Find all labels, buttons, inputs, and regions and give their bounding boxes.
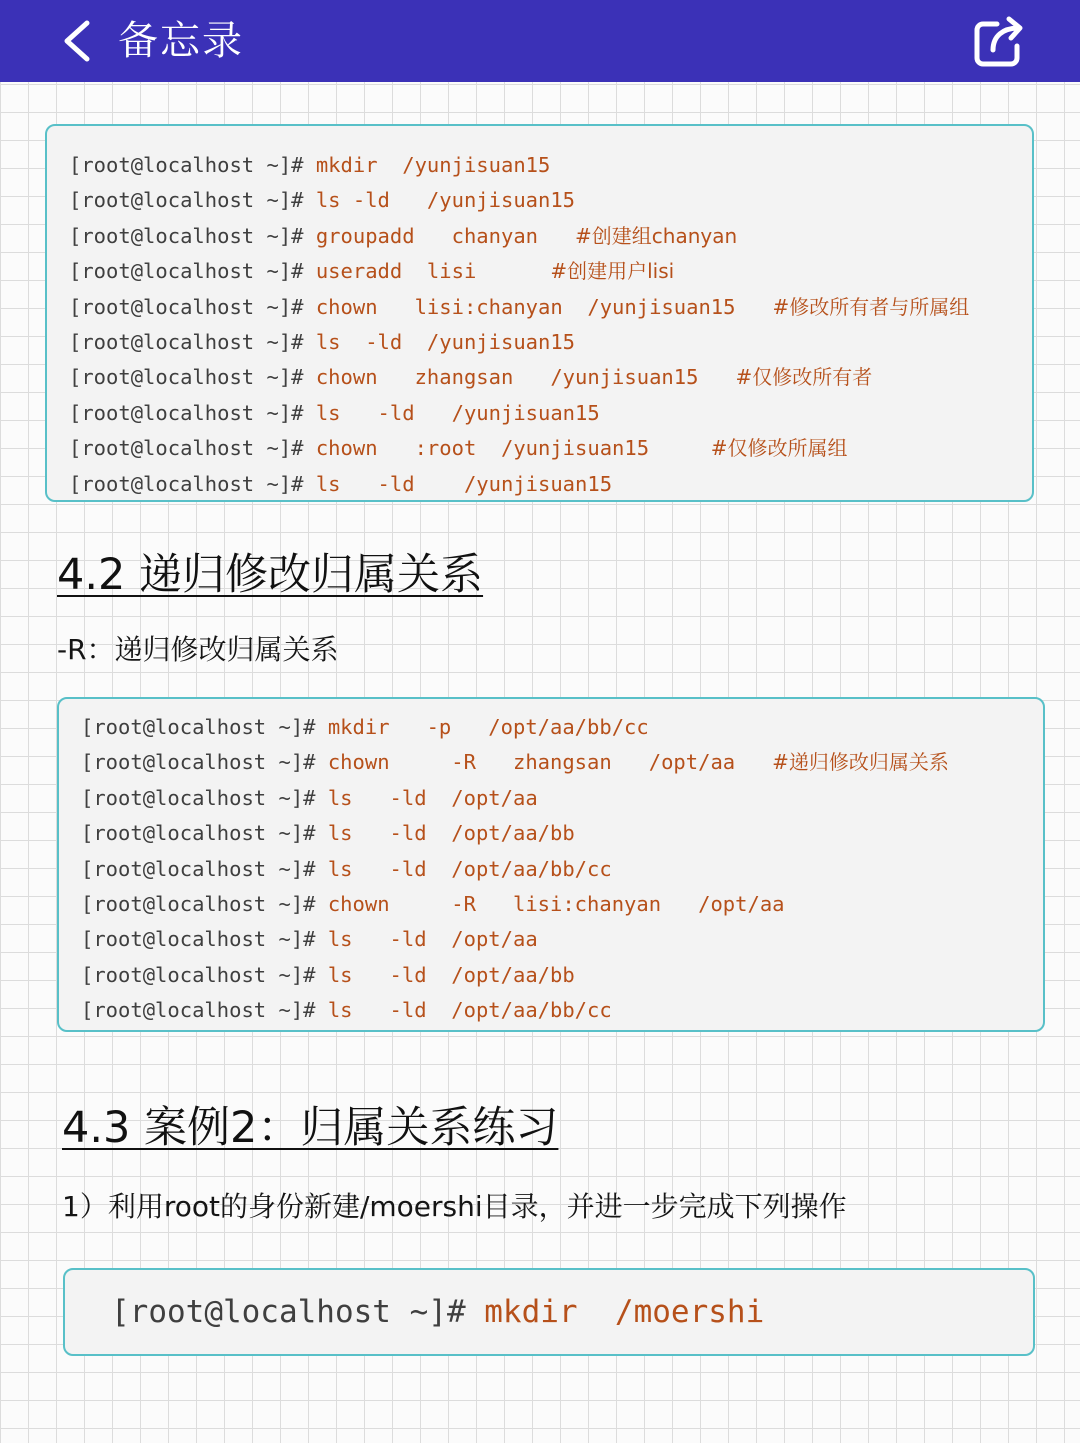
- code-line: [69, 431, 1032, 466]
- shell-command: ls -ld /opt/aa/bb/cc: [315, 998, 612, 1023]
- shell-command: chown :root /yunjisuan15: [303, 436, 711, 461]
- shell-prompt: [root@localhost ~]#: [81, 715, 316, 739]
- page-title: 备忘录: [118, 18, 244, 64]
- shell-command: ls -ld /yunjisuan15: [303, 188, 576, 213]
- code-line: [81, 745, 1043, 780]
- title-bar: [0, 0, 1080, 82]
- code-line: [69, 467, 1032, 502]
- shell-comment: #递归修改归属关系: [772, 750, 949, 775]
- shell-prompt: [root@localhost ~]#: [69, 471, 304, 496]
- shell-prompt: [root@localhost ~]#: [81, 750, 316, 775]
- code-line: [81, 852, 1043, 887]
- shell-comment: #创建用户lisi: [550, 259, 675, 284]
- shell-comment: #修改所有者与所属组: [772, 294, 970, 319]
- shell-command: ls -ld /opt/aa/bb: [315, 962, 575, 987]
- shell-command: ls -ld /yunjisuan15: [303, 329, 576, 354]
- code-line: [81, 816, 1043, 851]
- shell-command: chown lisi:chanyan /yunjisuan15: [303, 294, 773, 319]
- section-heading-4-2: 4.2 递归修改归属关系: [57, 550, 484, 600]
- shell-command: ls -ld /opt/aa/bb/cc: [315, 856, 612, 881]
- shell-prompt: [root@localhost ~]#: [81, 821, 316, 846]
- shell-command: chown -R lisi:chanyan /opt/aa: [315, 891, 785, 916]
- shell-command: chown zhangsan /yunjisuan15: [303, 365, 736, 390]
- code-line: [69, 396, 1032, 431]
- code-line: [81, 993, 1043, 1028]
- shell-command: ls -ld /opt/aa: [315, 785, 538, 810]
- shell-command: groupadd chanyan: [303, 223, 576, 248]
- code-line: [69, 254, 1032, 289]
- back-button[interactable]: [50, 14, 102, 68]
- shell-command: mkdir /moershi: [465, 1294, 765, 1330]
- shell-prompt: [root@localhost ~]#: [81, 785, 316, 810]
- share-external-icon: [971, 16, 1027, 70]
- code-block-3: [63, 1268, 1035, 1356]
- code-line: [81, 887, 1043, 922]
- shell-prompt: [root@localhost ~]#: [69, 365, 304, 390]
- shell-prompt: [root@localhost ~]#: [81, 891, 316, 916]
- shell-command: mkdir /yunjisuan15: [303, 153, 551, 177]
- code-block-2: [57, 697, 1045, 1032]
- shell-prompt: [root@localhost ~]#: [81, 962, 316, 987]
- shell-prompt: [root@localhost ~]#: [81, 998, 316, 1023]
- code-line: [69, 183, 1032, 218]
- shell-comment: #仅修改所有者: [735, 365, 873, 390]
- code-line: [69, 325, 1032, 360]
- shell-prompt: [root@localhost ~]#: [69, 294, 304, 319]
- shell-prompt: [root@localhost ~]#: [69, 188, 304, 213]
- shell-prompt: [root@localhost ~]#: [69, 400, 304, 425]
- code-line: [81, 710, 1043, 745]
- shell-prompt: [root@localhost ~]#: [69, 436, 304, 461]
- shell-comment: #仅修改所属组: [710, 436, 848, 461]
- shell-comment: #创建组chanyan: [575, 223, 738, 248]
- shell-prompt: [root@localhost ~]#: [69, 329, 304, 354]
- shell-prompt: [root@localhost ~]#: [81, 856, 316, 881]
- shell-prompt: [root@localhost ~]#: [111, 1294, 466, 1330]
- share-button[interactable]: [966, 12, 1032, 74]
- code-line: [81, 958, 1043, 993]
- shell-prompt: [root@localhost ~]#: [69, 259, 304, 284]
- shell-prompt: [root@localhost ~]#: [81, 927, 316, 952]
- code-block-1: [45, 124, 1034, 502]
- code-line: [111, 1288, 1033, 1336]
- code-line: [81, 922, 1043, 957]
- shell-command: ls -ld /yunjisuan15: [303, 400, 600, 425]
- shell-command: ls -ld /yunjisuan15: [303, 471, 613, 496]
- shell-command: ls -ld /opt/aa/bb: [315, 821, 575, 846]
- section-heading-4-3: 4.3 案例2：归属关系练习: [62, 1103, 559, 1153]
- code-line: [81, 781, 1043, 816]
- shell-command: chown -R zhangsan /opt/aa: [315, 750, 773, 775]
- shell-prompt: [root@localhost ~]#: [69, 153, 304, 177]
- section-text-4-3: 1）利用root的身份新建/moershi目录，并进一步完成下列操作: [62, 1190, 847, 1223]
- code-line: [69, 360, 1032, 395]
- shell-command: useradd lisi: [303, 259, 551, 284]
- shell-command: ls -ld /opt/aa: [315, 927, 538, 952]
- code-line: [69, 219, 1032, 254]
- code-line: [69, 290, 1032, 325]
- section-text-4-2: -R：递归修改归属关系: [57, 633, 339, 666]
- code-line: [69, 148, 1032, 183]
- shell-prompt: [root@localhost ~]#: [69, 223, 304, 248]
- chevron-left-icon: [59, 19, 93, 63]
- shell-command: mkdir -p /opt/aa/bb/cc: [315, 715, 649, 739]
